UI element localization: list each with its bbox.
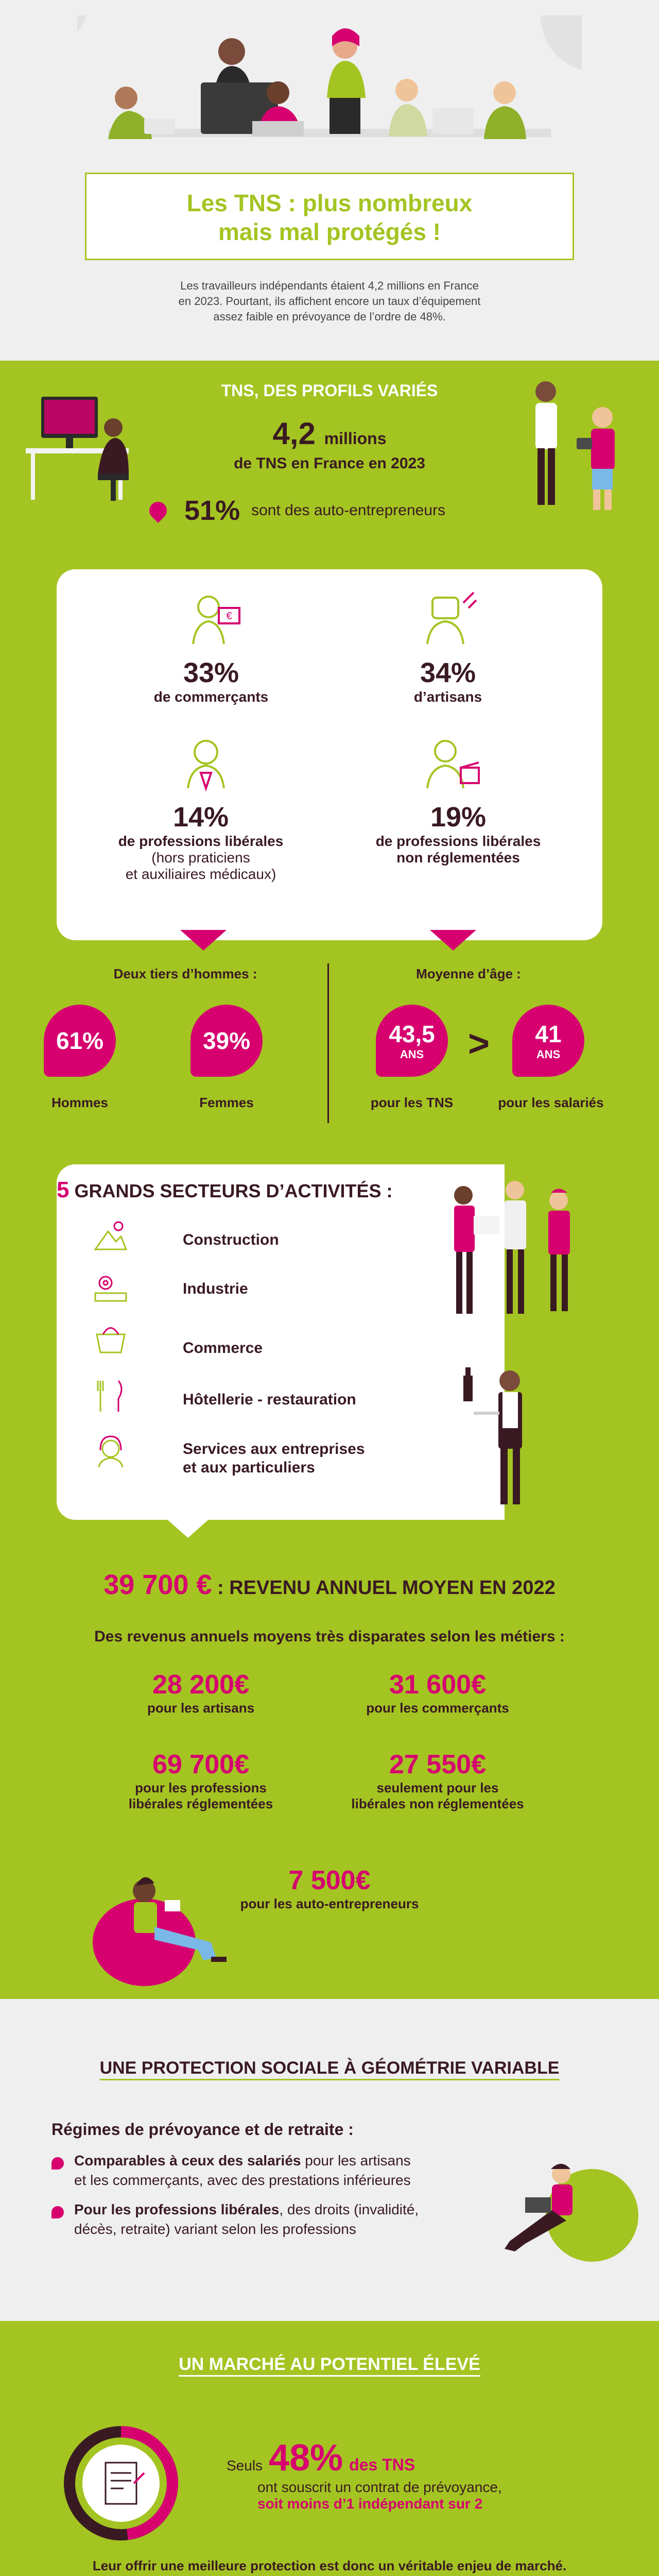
- title-banner: [85, 173, 574, 260]
- bullet1-rest: pour les artisans: [301, 2153, 411, 2168]
- market-line2: ont souscrit un contrat de prévoyance,: [257, 2479, 502, 2495]
- profile-stats-card: [57, 569, 602, 940]
- craftsman-icon: [417, 587, 479, 649]
- income-label: pour les professions: [135, 1780, 267, 1795]
- stat-sub: et auxiliaires médicaux): [125, 866, 276, 882]
- women-bubble: [190, 1005, 263, 1077]
- tns-age-value: 43,5: [389, 1021, 435, 1047]
- auto-desc: sont des auto-entrepreneurs: [251, 502, 445, 519]
- tns-age-bubble: [376, 1005, 448, 1077]
- pink-drop-icon: [51, 2204, 64, 2224]
- stat-pct: 34%: [420, 657, 476, 688]
- sectors-heading: [57, 1177, 469, 1203]
- protection-subheading: Régimes de prévoyance et de retraite :: [51, 2120, 354, 2139]
- stat-label: de commerçants: [153, 689, 269, 705]
- market-stat: [227, 2437, 638, 2512]
- stat-pct: 14%: [172, 802, 229, 833]
- market-line3: soit moins d’1 indépendant sur 2: [257, 2496, 483, 2512]
- bullet2-line2: décès, retraite) variant selon les professions: [74, 2221, 356, 2237]
- income-artisans: [98, 1669, 304, 1716]
- market-pre: Seuls: [227, 2458, 263, 2473]
- desk-worker-illustration: [21, 371, 144, 505]
- profiles-heading: TNS, DES PROFILS VARIÉS: [221, 381, 438, 400]
- pink-drop-icon: [146, 498, 170, 523]
- men-pct: 61%: [56, 1027, 104, 1054]
- income-value: 69 700€: [152, 1750, 249, 1780]
- income-value: 28 200€: [152, 1670, 249, 1700]
- compare-symbol: >: [467, 1023, 490, 1064]
- stat-label: de professions libérales: [118, 833, 284, 849]
- income-auto-entrepreneurs: [216, 1865, 443, 1912]
- stat-liberales-non-reglementees: [340, 801, 577, 866]
- stat-label: de professions libérales: [375, 833, 541, 849]
- bullet1-line2: et les commerçants, avec des prestations inférieures: [74, 2172, 411, 2188]
- income-label: pour les artisans: [147, 1700, 255, 1716]
- protection-bullet-2: [51, 2200, 515, 2239]
- pink-arrow-left: [180, 925, 227, 951]
- income-label: libérales réglementées: [128, 1796, 273, 1811]
- bullet2-bold: Pour les professions libérales: [74, 2201, 280, 2217]
- protection-heading: UNE PROTECTION SOCIALE À GÉOMÉTRIE VARIABLE: [99, 2058, 560, 2078]
- income-value: 27 550€: [389, 1750, 486, 1780]
- gender-heading: Deux tiers d’hommes :: [113, 966, 257, 981]
- lawyer-icon: [175, 732, 237, 793]
- filmmaker-icon: [420, 732, 481, 793]
- men-bubble: [44, 1005, 116, 1077]
- stat-liberales-reglementees: [82, 801, 319, 883]
- income-label: pour les auto-entrepreneurs: [240, 1896, 419, 1911]
- stat-sub: (hors praticiens: [151, 850, 250, 866]
- total-unit: millions: [324, 429, 387, 448]
- income-liberales-non-reglementees: [324, 1749, 551, 1812]
- men-label: Hommes: [51, 1095, 108, 1110]
- income-title: : REVENU ANNUEL MOYEN EN 2022: [217, 1577, 556, 1599]
- employee-age-unit: ANS: [536, 1048, 561, 1061]
- people-tablet-illustration: [515, 371, 644, 515]
- intro-line: Les travailleurs indépendants étaient 4,2 millions en France: [180, 279, 479, 292]
- market-heading: UN MARCHÉ AU POTENTIEL ÉLEVÉ: [179, 2354, 480, 2374]
- sectors-notch: [165, 1517, 211, 1538]
- total-value: 4,2: [272, 416, 316, 451]
- income-value: 31 600€: [389, 1670, 486, 1700]
- sector-services: [183, 1440, 365, 1477]
- sector-commerce: Commerce: [183, 1340, 263, 1357]
- stat-commercants: [118, 657, 304, 705]
- section-notch: [0, 350, 659, 371]
- age-heading: Moyenne d’âge :: [416, 966, 521, 981]
- market-conclusion: Leur offrir une meilleure protection est donc un véritable enjeu de marché.: [92, 2558, 567, 2573]
- pink-arrow-right: [430, 925, 476, 951]
- market-donut: [59, 2421, 183, 2545]
- tns-age-label: pour les TNS: [370, 1095, 454, 1110]
- beanbag-reader-illustration: [88, 1839, 242, 1989]
- sector-industrie: Industrie: [183, 1280, 248, 1297]
- construction-icon: [93, 1218, 129, 1255]
- auto-entrepreneurs-stat: [149, 495, 510, 527]
- market-pct: 48%: [269, 2437, 343, 2479]
- sector-services-line2: et aux particuliers: [183, 1459, 315, 1476]
- donut-center: [82, 2445, 160, 2522]
- sectors-title: GRANDS SECTEURS D’ACTIVITÉS :: [74, 1180, 393, 1201]
- income-label: seulement pour les: [376, 1780, 499, 1795]
- employee-age-bubble: [512, 1005, 584, 1077]
- total-tns: [196, 417, 463, 472]
- income-commercants: [335, 1669, 541, 1716]
- tns-age-unit: ANS: [400, 1048, 424, 1061]
- basket-icon: [93, 1321, 129, 1358]
- protection-bullet-1: [51, 2151, 515, 2190]
- industry-gear-icon: [93, 1270, 129, 1306]
- intro-line: assez faible en prévoyance de l’ordre de 48%.: [213, 310, 446, 323]
- svg-text:€: €: [226, 611, 232, 622]
- headset-icon: [93, 1432, 129, 1468]
- intro-line: en 2023. Pourtant, ils affichent encore un taux d’équipement: [178, 295, 481, 308]
- market-post: des TNS: [349, 2455, 415, 2474]
- bullet1-bold: Comparables à ceux des salariés: [74, 2153, 301, 2168]
- sector-services-line1: Services aux entreprises: [183, 1440, 365, 1458]
- pink-drop-icon: [51, 2155, 64, 2175]
- laptop-beanbag-illustration: [494, 2138, 638, 2272]
- sectors-count: 5: [57, 1177, 70, 1202]
- stat-label: d’artisans: [413, 689, 482, 705]
- stat-pct: 33%: [183, 657, 239, 688]
- women-label: Femmes: [199, 1095, 254, 1110]
- income-value: 39 700 €: [103, 1569, 212, 1600]
- income-liberales-reglementees: [88, 1749, 314, 1812]
- sector-hotellerie: Hôtellerie - restauration: [183, 1391, 356, 1408]
- stat-artisans: [355, 657, 541, 705]
- intro-text: [72, 278, 587, 325]
- income-label: libérales non réglementées: [351, 1796, 524, 1811]
- page-title-line1: Les TNS : plus nombreux: [186, 190, 473, 216]
- bullet2-rest: , des droits (invalidité,: [279, 2201, 419, 2217]
- shopkeeper-icon: [183, 587, 245, 649]
- header-illustration: [77, 15, 582, 180]
- fork-knife-icon: [93, 1378, 129, 1414]
- income-subheading: Des revenus annuels moyens très disparates selon les métiers :: [94, 1628, 565, 1645]
- income-value: 7 500€: [288, 1866, 371, 1895]
- waiter-illustration: [453, 1360, 546, 1510]
- stat-sub: non réglementées: [396, 850, 520, 866]
- business-people-illustration: [443, 1175, 587, 1324]
- page-title-line2: mais mal protégés !: [218, 218, 441, 245]
- vertical-divider: [327, 963, 329, 1123]
- stat-pct: 19%: [430, 802, 487, 833]
- employee-age-label: pour les salariés: [498, 1095, 604, 1110]
- income-heading: [51, 1569, 608, 1601]
- sector-construction: Construction: [183, 1231, 279, 1248]
- women-pct: 39%: [202, 1027, 251, 1054]
- total-desc: de TNS en France en 2023: [234, 455, 425, 472]
- auto-pct: 51%: [184, 495, 240, 526]
- employee-age-value: 41: [535, 1021, 562, 1047]
- income-label: pour les commerçants: [366, 1700, 509, 1716]
